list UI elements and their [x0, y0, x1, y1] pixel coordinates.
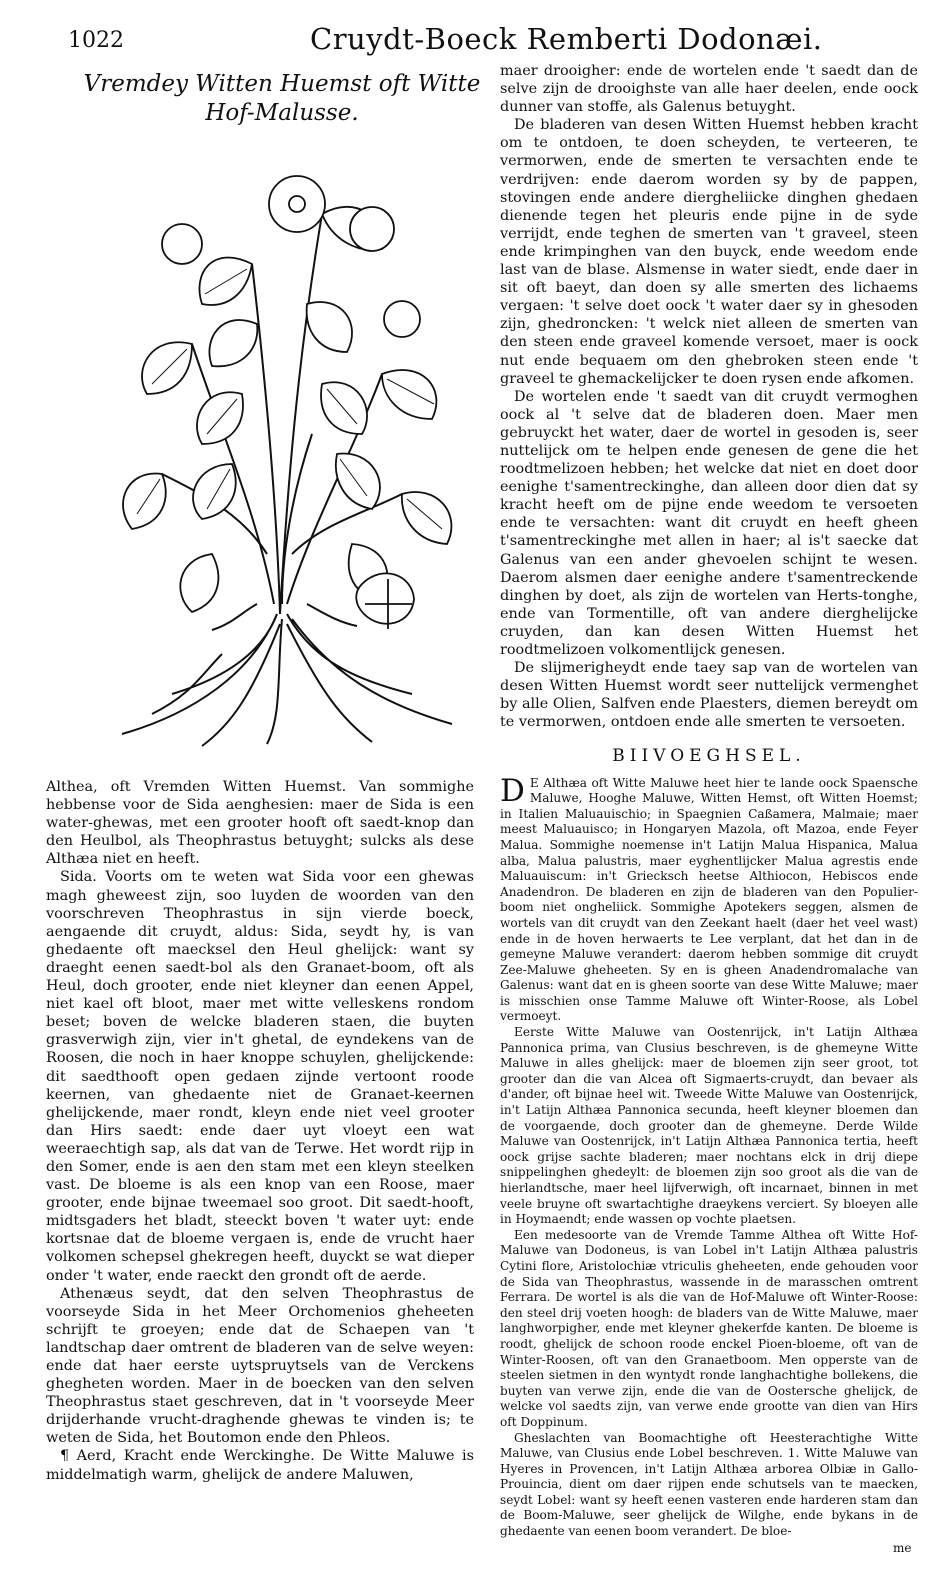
- section-title: BIIVOEGHSEL.: [612, 746, 806, 767]
- paragraph: Eerste Witte Maluwe van Oostenrijck, in't Latijn Althæa Pannonica prima, van Clusius beschreven, is de ghemeyne Witte Maluwe in alles ghelijck: maer de bloemen zijn seer groot, tot grooter dan die van Alcea oft Sigmaerts-cruydt, dan bevaer als d'ander, oft bijnae heel wit. Tweede Witte Maluwe van Oostenrijck, in't Latijn Althæa Pannonica secunda, heeft kleyner bloemen dan de voorgaende, doch grooter dan de ghemeyne. Derde Wilde Maluwe van Oostenrijck, in't Latijn Althæa Pannonica tertia, heeft oock grijse sachte bladeren; maer nochtans elck in drij diepe snippelinghen ghedeylt: de bloemen zijn soo groot als die van de hierlandtsche, maer heel lijfverwigh, oft incarnaet, binnen in met veele bruyne oft swartachtighe draeykens verciert. Sy bloeyen alle in Hoymaendt; ende wassen op vochte plaetsen.: [500, 1025, 918, 1227]
- left-text-column: [46, 778, 474, 1484]
- paragraph-text: E Althæa oft Witte Maluwe heet hier te lande oock Spaensche Maluwe, Hooghe Maluwe, Witten Hemst, oft Witten Hoemst; in Italien Maluauischio; in Spaegnien Caßamera, Malmaie; maer meest Maluauisco; in Hongaryen Mazola, oft Mazoa, ende Feyer Malua. Sommighe noemense in't Latijn Malua Hispanica, Malua alba, Malua palustris, maer eyghentlijcker Malua agrestis ende Maluauiscum: in't Griecksch heetse Althiocon, Hebiscos ende Anadendron. De bladeren en zijn de bladeren van den Populier-boom niet ongheliick. Sommighe Apotekers seggen, alsmen de wortels van dit cruydt van den Zeekant haelt (daer het veel wast) ende in de hoven herwaerts te Lee verplant, dat het dan in de gemeyne Maluwe verandert: daerom hebben sommige dit cruydt Zee-Maluwe gheheeten. Sy en is gheen Anadendromalache van Galenus: want dat en is gheen soorte van dese Witte Maluwe; maer is misschien onse Tamme Maluwe oft Winter-Roose, als Lobel vermoeyt.: [500, 775, 918, 1024]
- paragraph: Sida. Voorts om te weten wat Sida voor een ghewas magh gheweest zijn, soo luyden de woorden van den voorschreven Theophrastus in sijn vierde boeck, aengaende dit cruydt, aldus: Sida, seydt hy, is van ghedaente oft maecksel den Heul ghelijck: want sy draeght eenen saedt-bol als den Granaet-boom, oft als Heul, doch grooter, ende niet kleyner dan eenen Appel, niet kael oft bloot, maer met witte velleskens rondom beset; boven de welcke bladeren staen, die buyten grasverwigh zijn, vier in't ghetal, de eyndekens van de Roosen, die noch in haer knoppe schuylen, ghelijckende: dit saedthooft open gedaen zijnde vertoont roode keernen, van ghedaente niet de Granaet-keernen ghelijckende, maer rondt, kleyn ende niet veel grooter dan Hirs saedt: ende daer uyt vloeyt een wat weeraechtigh sap, als dat van de Terwe. Het wordt rijp in den Somer, ende is aen den stam met een kleyn steelken vast. De bloeme is als een knop van een Roose, maer grooter, ende bijnae tweemael soo groot. Dit saedt-hooft, midtsgaders het bladt, steeckt boven 't water uyt: ende kortsnae dat de bloeme vergaen is, ende de vrucht haer volkomen schepsel ghekregen heeft, duyckt se wat dieper onder 't water, ende raeckt den grondt oft de aerde.: [46, 869, 474, 1284]
- paragraph: De bladeren van desen Witten Huemst hebben kracht om te ontdoen, te doen scheyden, te verteeren, te vermorwen, ende de smerten te versachten ende te verdrijven: ende daerom worden sy by de pappen, stovingen ende andere diergheliicke dinghen ghedaen dienende tegen het pleuris ende pijne in de syde verrijdt, ende teghen de smerten van 't graveel, steen ende krimpinghen van den buyck, ende weedom ende last van de blase. Alsmense in water siedt, ende daer in sit oft baeyt, dan doen sy alle smerten des lichaems vergaen: 't selve doet oock 't water daer sy in ghesoden zijn, ghedroncken: 't welck niet alleen de smerten van den steen ende graveel komende versoet, maer is oock nut ende bequaem om den ghebroken steen ende 't graveel te ghemackelijcker te doen rysen ende afkomen.: [500, 117, 918, 387]
- page-header: [0, 22, 950, 62]
- paragraph: Althea, oft Vremden Witten Huemst. Van sommighe hebbense voor de Sida aenghesien: maer de Sida is een water-ghewas, met een grooter hooft oft saedt-knop dan den Heulbol, als Theophrastus betuyght; sulcks als dese Althæa niet en heeft.: [46, 779, 474, 868]
- paragraph: Athenæus seydt, dat den selven Theophrastus de voorseyde Sida in het Meer Orchomenios gheheeten schrijft te groeyen; ende dat de Schaepen van 't landtschap daer omtrent de bladeren van de selve weyen: ende dat haer eerste uytspruytsels van de Verckens ghegheten worden. Maer in de boecken van den selven Theophrastus staet geschreven, dat in 't voorseyde Meer drijderhande vrucht-draghende ghewas te vinden is; te weten de Sida, het Boutomon ende den Phleos.: [46, 1285, 474, 1447]
- catchword: me: [893, 1541, 912, 1555]
- drop-cap: D: [500, 772, 525, 809]
- plant-title: Vremdey Witten Huemst oft Witte Hof-Malusse.: [83, 71, 481, 126]
- paragraph: De wortelen ende 't saedt van dit cruydt vermoghen oock al 't selve dat de bladeren doen. Maer men gebruyckt het water, daer de wortel in gesoden is, seer nuttelijck om te helpen ende genesen de gene die het roodtmelizoen hebben; het welcke dat niet en doet door eenighe t'samentreckinghe, dan alleen door dien dat sy kracht heeft om de pijne ende weedom te versoeten ende te versachten: want dit cruydt en heeft gheen t'samentreckinghe met allen in haer; al is't saecke dat Galenus van een ander ghevoelen schijnt te wesen. Daerom alsmen daer eenighe andere t'samentreckende dinghen by doet, als zijn de wortelen van Herts-tonghe, ende van Tormentille, oft van andere dierghelijcke cruyden, dan kan desen Witten Huemst het roodtmelizoen volkomentlijck genesen.: [500, 388, 918, 658]
- paragraph: De slijmerigheydt ende taey sap van de wortelen van desen Witten Huemst wordt seer nuttelijck vermenghet by alle Olien, Salfven ende Plaesters, diemen bereydt om te vermorwen, ontdoen ende alle smerten te versoeten.: [500, 660, 918, 731]
- running-head: Cruydt-Boeck Remberti Dodonæi.: [310, 22, 823, 56]
- bijvoeghsel-section: [500, 772, 918, 1540]
- paragraph: [500, 772, 918, 1026]
- right-text-column: [500, 62, 918, 1540]
- plant-woodcut-illustration: [82, 134, 482, 752]
- paragraph: Gheslachten van Boomachtighe oft Heesterachtighe Witte Maluwe, van Clusius ende Lobel beschreven. 1. Witte Maluwe van Hyeres in Provencen, in't Latijn Althæa arborea Olbiæ in Gallo-Prouincia, dient om daer rijpen ende schutsels van te maecken, seydt Lobel: want sy heeft eenen vasteren ende harderen stam dan de Boom-Maluwe, seer ghelijck de Wilghe, ende bykans in de ghedaente van eenen boom verandert. De bloe-: [500, 1430, 918, 1539]
- paragraph: Een medesoorte van de Vremde Tamme Althea oft Witte Hof-Maluwe van Dodoneus, is van Lobel in't Latijn Althæa palustris Cytini flore, Aristolochiæ vtriculis gheheeten, ende gehouden voor de Sida van Theophrastus, wassende in de marasschen omtrent Ferrara. De wortel is als die van de Hof-Maluwe oft Winter-Roose: den steel drij voeten hoogh: de bladers van de Witte Maluwe, maer langhworpigher, ende met kleyner ghekerfde kanten. De bloeme is roodt, ghelijck de schoon roode enckel Pioen-bloeme, oft van de Winter-Roosen, oft van den Granaetboom. Men opperste van de steelen sietmen in den wyntydt ronde langhachtighe bollekens, die buyten van verwe zijn, ende die van de Oostersche ghelijck, de welcke vol saedts zijn, van verwe ende grootte van dien van Hirs oft Doppinum.: [500, 1227, 918, 1429]
- paragraph: maer drooigher: ende de wortelen ende 't saedt dan de selve zijn de drooighste van alle haer deelen, ende oock dunner van stoffe, als Galenus betuyght.: [500, 63, 918, 116]
- paragraph: ¶ Aerd, Kracht ende Werckinghe. De Witte Maluwe is middelmatigh warm, ghelijck de andere Maluwen,: [46, 1448, 474, 1483]
- page-number: 1022: [68, 28, 124, 53]
